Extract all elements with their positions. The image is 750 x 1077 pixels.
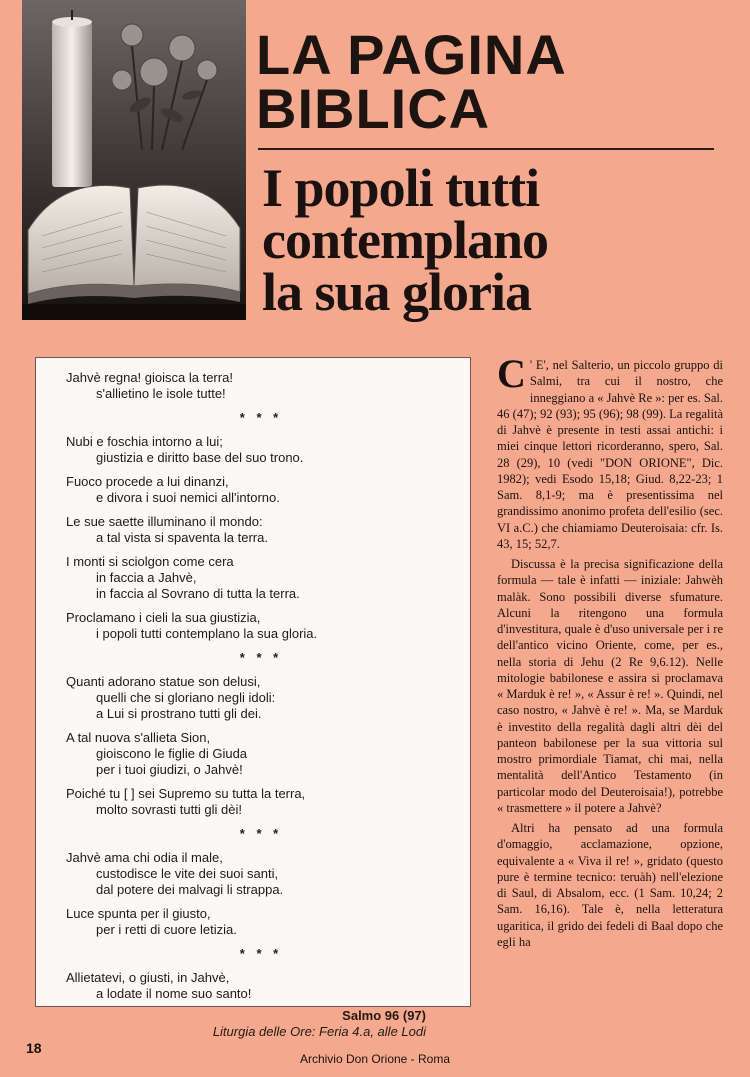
psalm-verse: gioiscono le figlie di Giuda: [96, 746, 248, 761]
title-line: I popoli tutti: [262, 158, 540, 218]
psalm-verse: in faccia al Sovrano di tutta la terra.: [96, 586, 300, 601]
psalm-verse: Jahvè ama chi odia il male,: [66, 850, 223, 865]
psalm-verse: Nubi e foschia intorno a lui;: [66, 434, 223, 449]
photo-bible-candle: [22, 0, 246, 320]
psalm-verse: a Lui si prostrano tutti gli dei.: [96, 706, 262, 721]
psalm-verse: custodisce le vite dei suoi santi,: [96, 866, 279, 881]
psalm-stanza: [66, 970, 456, 1002]
psalm-stanza: [66, 786, 456, 818]
section-heading-line1: LA PAGINA: [256, 23, 567, 86]
psalm-verse: I monti si sciolgon come cera: [66, 554, 234, 569]
psalm-stanza: [66, 730, 456, 778]
psalm-stanza: [66, 434, 456, 466]
psalm-verse: per i tuoi giudizi, o Jahvè!: [96, 762, 243, 777]
psalm-stanza: [66, 906, 456, 938]
psalm-verse: Luce spunta per il giusto,: [66, 906, 211, 921]
stanza-separator: * * *: [239, 650, 283, 665]
psalm-stanza: [66, 370, 456, 402]
article-body: [497, 351, 723, 954]
bible-candle-illustration: [22, 0, 246, 320]
psalm-stanza: [66, 850, 456, 898]
psalm-verse: Jahvè regna! gioisca la terra!: [66, 370, 233, 385]
psalm-verse: Allietatevi, o giusti, in Jahvè,: [66, 970, 230, 985]
section-heading-line2: BIBLICA: [256, 77, 491, 140]
archive-caption: Archivio Don Orione - Roma: [299, 1052, 451, 1066]
psalm-verse: Poiché tu [ ] sei Supremo su tutta la terra,: [66, 786, 306, 801]
psalm-verse: Quanti adorano statue son delusi,: [66, 674, 261, 689]
title-line: contemplano: [262, 210, 548, 270]
psalm-verse: quelli che si gloriano negli idoli:: [96, 690, 276, 705]
psalm-verse: a lodate il nome suo santo!: [96, 986, 252, 1001]
psalm-stanzas: [66, 370, 456, 1002]
article-paragraph: Discussa è la precisa significazione della formula — tale è infatti — iniziale: Jahwèh malàk. Sono possibili diverse sfumature. Alcuni la ritengono una formula d'investitura, quale è d'uso universale per i re dell'antico vicino Oriente, come, per es., nella storia di Jehu (2 Re 9,6.12). Nelle mitologie babilonese e assira si proclamava « Marduk è re! », « Assur è re! ». Quindi, nel caso nostro, « Jahvè è re! ». Ma, se Marduk è investito della regalità dagli altri dèi del panteon babilonese per la sua vittoria sul mostro primordiale Tiamat, chi mai, nella mentalità dell'Antico Testamento (in particolar modo del Deuteroisaia!), potrebbe « trasmettere » il potere a Jahvè?: [497, 557, 723, 815]
paragraph-text: ' E', nel Salterio, un piccolo gruppo di Salmi, tra cui il nostro, che inneggiano a « Jahvè Re »: per es. Sal. 46 (47); 92 (93); 95 (96); 98 (99). La regalità di Jahvè è presente in testi assai antichi: i miei cinque lettori ricorderanno, spero, Sal. 28 (29), 10 (vedi "DON ORIONE", Dic. 1982); vedi Esodo 15,18; Giud. 8,22-23; 1 Sam. 8,1-9; ma è presentissima nel grandissimo anonimo profeta dell'esilio (sec. VI a.C.) che chiamiamo Deuteroisaia: cfr. Is. 43, 15; 52,7.: [497, 358, 723, 551]
psalm-verse: A tal nuova s'allieta Sion,: [66, 730, 211, 745]
drop-cap: C: [497, 351, 526, 396]
stanza-separator: * * *: [239, 410, 283, 425]
psalm-verse: molto sovrasti tutti gli dèi!: [96, 802, 242, 817]
title-line: la sua gloria: [262, 262, 532, 322]
psalm-stanza: [66, 674, 456, 722]
psalm-verse: i popoli tutti contemplano la sua gloria.: [96, 626, 318, 641]
stanza-separator: * * *: [239, 946, 283, 961]
psalm-verse: Le sue saette illuminano il mondo:: [66, 514, 263, 529]
psalm-box: [35, 357, 471, 1039]
psalm-verse: in faccia a Jahvè,: [96, 570, 197, 585]
stanza-separator: * * *: [239, 826, 283, 841]
psalm-stanza: [66, 554, 456, 602]
psalm-verse: dal potere dei malvagi li strappa.: [96, 882, 284, 897]
psalm-verse: Fuoco procede a lui dinanzi,: [66, 474, 229, 489]
psalm-source: Salmo 96 (97): [342, 1008, 426, 1023]
psalm-verse: s'allietino le isole tutte!: [96, 386, 226, 401]
psalm-liturgy: Liturgia delle Ore: Feria 4.a, alle Lodi: [212, 1024, 426, 1039]
psalm-verse: e divora i suoi nemici all'intorno.: [96, 490, 280, 505]
page-number: 18: [26, 1040, 42, 1056]
section-heading: [256, 23, 716, 140]
article-paragraph: Altri ha pensato ad una formula d'omaggio, acclamazione, opzione, equivalente a « Viva il re! », gridato (questo pure è termine tecnico: teruàh) nell'elezione di Saul, di Absalom, ecc. (1 Sam. 10,24; 2 Sam. 16,16). Tale è, nella letteratura ugaritica, il grido dei fedeli di Baal dopo che egli ha: [497, 821, 723, 949]
psalm-stanza: [66, 610, 456, 642]
psalm-verse: Proclamano i cieli la sua giustizia,: [66, 610, 261, 625]
article-title: [262, 158, 712, 322]
psalm-stanza: [66, 514, 456, 546]
article-paragraph: [497, 351, 723, 552]
psalm-verse: giustizia e diritto base del suo trono.: [96, 450, 304, 465]
heading-divider: [258, 148, 714, 150]
psalm-stanza: [66, 474, 456, 506]
psalm-verse: a tal vista si spaventa la terra.: [96, 530, 268, 545]
psalm-verse: per i retti di cuore letizia.: [96, 922, 237, 937]
